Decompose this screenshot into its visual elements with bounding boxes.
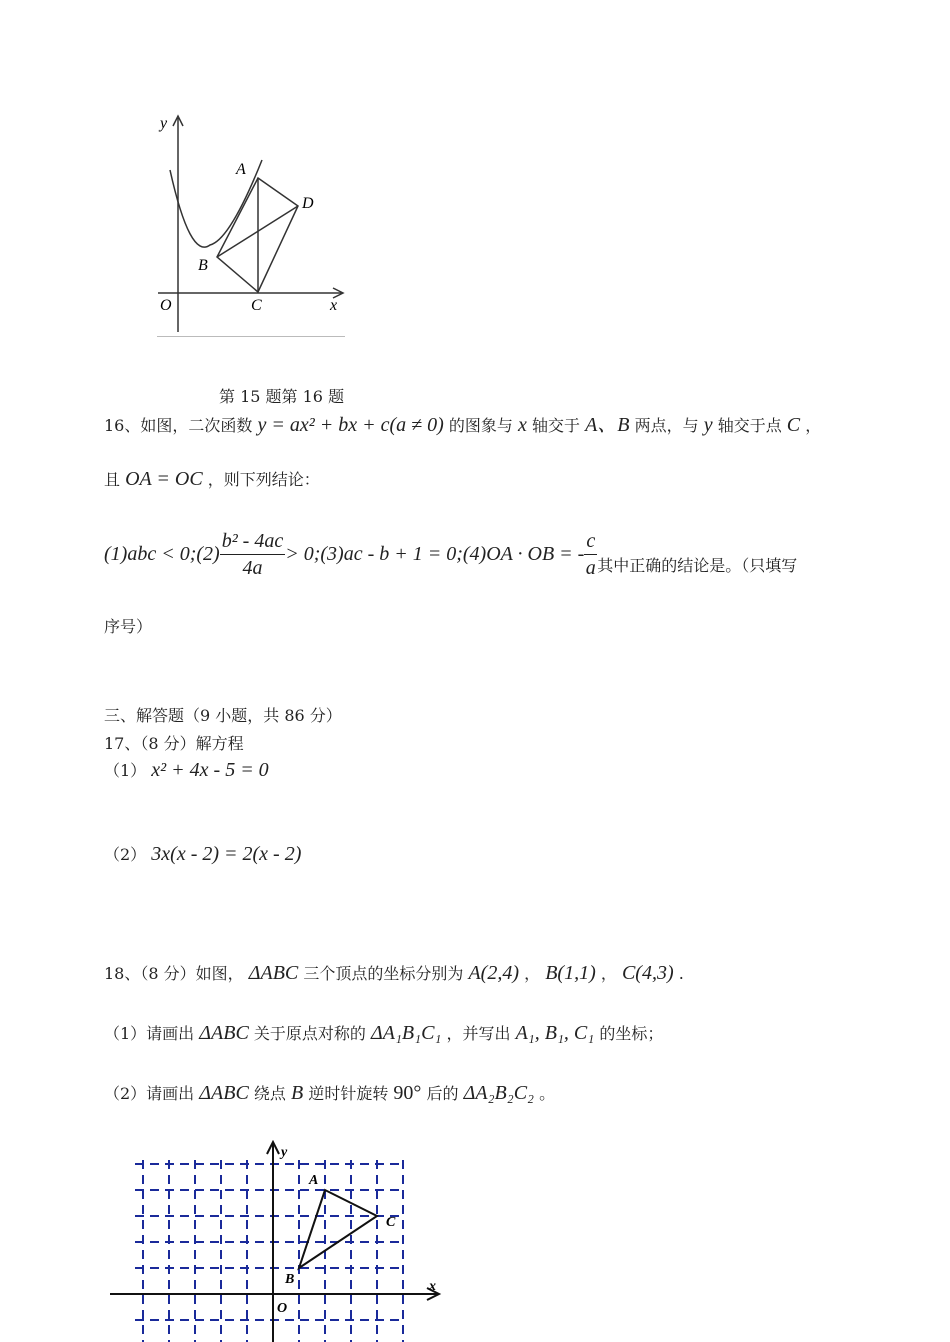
q16-frac1-num: b² - 4ac [220, 528, 286, 555]
figure-underline [157, 336, 345, 337]
grid-label-B: B [285, 1272, 295, 1287]
q16-conditions [104, 528, 797, 581]
grid-label-y: y [281, 1145, 288, 1160]
q16-equation: y = ax² + bx + c(a ≠ 0) [257, 414, 444, 436]
q16-frac2-num: c [584, 528, 597, 555]
q18-triangle: ΔABC [248, 962, 299, 984]
q18-p2-end: 。 [539, 1084, 556, 1103]
q16-fraction-1 [220, 528, 286, 581]
q16-line2 [104, 464, 320, 495]
grid-label-x: x [429, 1279, 436, 1294]
triangle-ABC [299, 1190, 377, 1268]
q18-p2-pre: （2）请画出 [104, 1084, 195, 1103]
grid-figure [105, 1140, 450, 1342]
q16-text5: ， [805, 416, 822, 435]
q18-p1-end: 的坐标； [599, 1024, 664, 1043]
q18-line1-mid: 三个顶点的坐标分别为 [303, 964, 464, 983]
q16-text3: 两点，与 [634, 416, 699, 435]
q16-num: 16、如图，二次函数 [104, 416, 253, 435]
q18-p2-mid3: 后的 [426, 1084, 459, 1103]
q16-x: x [517, 414, 527, 436]
q18-p2-degree: 90° [393, 1082, 422, 1104]
q18-p1-pre: （1）请画出 [104, 1024, 195, 1043]
fig15-label-D: D [302, 195, 314, 212]
q17-p2-equation: 3x(x - 2) = 2(x - 2) [151, 843, 302, 865]
section3-title: 三、解答题（9 小题，共 86 分） [104, 706, 342, 725]
q16-text1: 的图象与 [448, 416, 513, 435]
parabola-figure [150, 110, 350, 340]
q18-sep-2: ， [600, 964, 617, 983]
fig15-label-B: B [198, 257, 208, 274]
q18-end: . [678, 964, 684, 983]
q16-fraction-2 [584, 528, 597, 581]
q16-text2: 轴交于 [531, 416, 580, 435]
q18-p1-mid2: ，并写出 [446, 1024, 511, 1043]
q18-p1-mid: 关于原点对称的 [253, 1024, 366, 1043]
q16-y: y [703, 414, 713, 436]
q18-p2-mid2: 逆时针旋转 [308, 1084, 389, 1103]
q18-p1-points: A₁, B₁, C₁ [515, 1022, 595, 1044]
q18-point-A: A(2,4) [468, 962, 519, 984]
q17-p1-label: （1） [104, 761, 147, 780]
q18-p1-triangle1: ΔA₁B₁C₁ [371, 1022, 442, 1044]
q17-part1 [104, 758, 269, 782]
q18-line1 [104, 958, 684, 989]
q16-cond-part2: > 0;(3)ac - b + 1 = 0;(4)OA · OB = - [285, 543, 585, 565]
q16-frac1-den: 4a [242, 557, 263, 579]
q18-part1 [104, 1018, 663, 1049]
fig15-label-x: x [330, 297, 338, 314]
q17-title: 17、（8 分）解方程 [104, 734, 244, 753]
fig15-label-O: O [160, 297, 172, 314]
fig15-label-A: A [236, 161, 246, 178]
q16-AB: A、B [585, 414, 630, 436]
q18-point-C: C(4,3) [621, 962, 674, 984]
fig15-label-y: y [160, 115, 168, 132]
q18-p2-B: B [291, 1082, 304, 1104]
q16-C: C [786, 414, 801, 436]
q16-line2-post: ，则下列结论： [207, 470, 320, 489]
q17-part2 [104, 842, 301, 866]
q18-sep-1: ， [524, 964, 541, 983]
q17-p2-label: （2） [104, 845, 147, 864]
q16-cond-tail2: 序号） [104, 617, 153, 636]
grid-label-A: A [309, 1173, 319, 1188]
q16-cond-part1: (1)abc < 0;(2) [104, 543, 220, 565]
q16-line1 [104, 410, 821, 441]
q18-p2-triangle: ΔABC [199, 1082, 249, 1104]
parabola-curve [170, 160, 262, 247]
q16-line2-pre: 且 [104, 470, 121, 489]
q16-cond-tail: 其中正确的结论是。（只填写 [597, 556, 798, 575]
q18-p1-triangle: ΔABC [199, 1022, 249, 1044]
grid-label-C: C [386, 1215, 396, 1230]
q18-part2 [104, 1078, 555, 1109]
q16-frac2-den: a [585, 557, 596, 579]
q16-text4: 轴交于点 [717, 416, 782, 435]
q16-oa-oc: OA = OC [125, 468, 203, 490]
fig15-label-C: C [251, 297, 262, 314]
q18-p2-mid: 绕点 [253, 1084, 286, 1103]
figure-caption: 第 15 题第 16 题 [219, 387, 345, 406]
q18-line1-pre: 18、（8 分）如图， [104, 964, 244, 983]
grid-label-O: O [277, 1301, 288, 1316]
dashed-grid [135, 1160, 405, 1342]
q18-point-B: B(1,1) [545, 962, 596, 984]
q17-p1-equation: x² + 4x - 5 = 0 [151, 759, 269, 781]
q18-p2-triangle2: ΔA₂B₂C₂ [463, 1082, 534, 1104]
